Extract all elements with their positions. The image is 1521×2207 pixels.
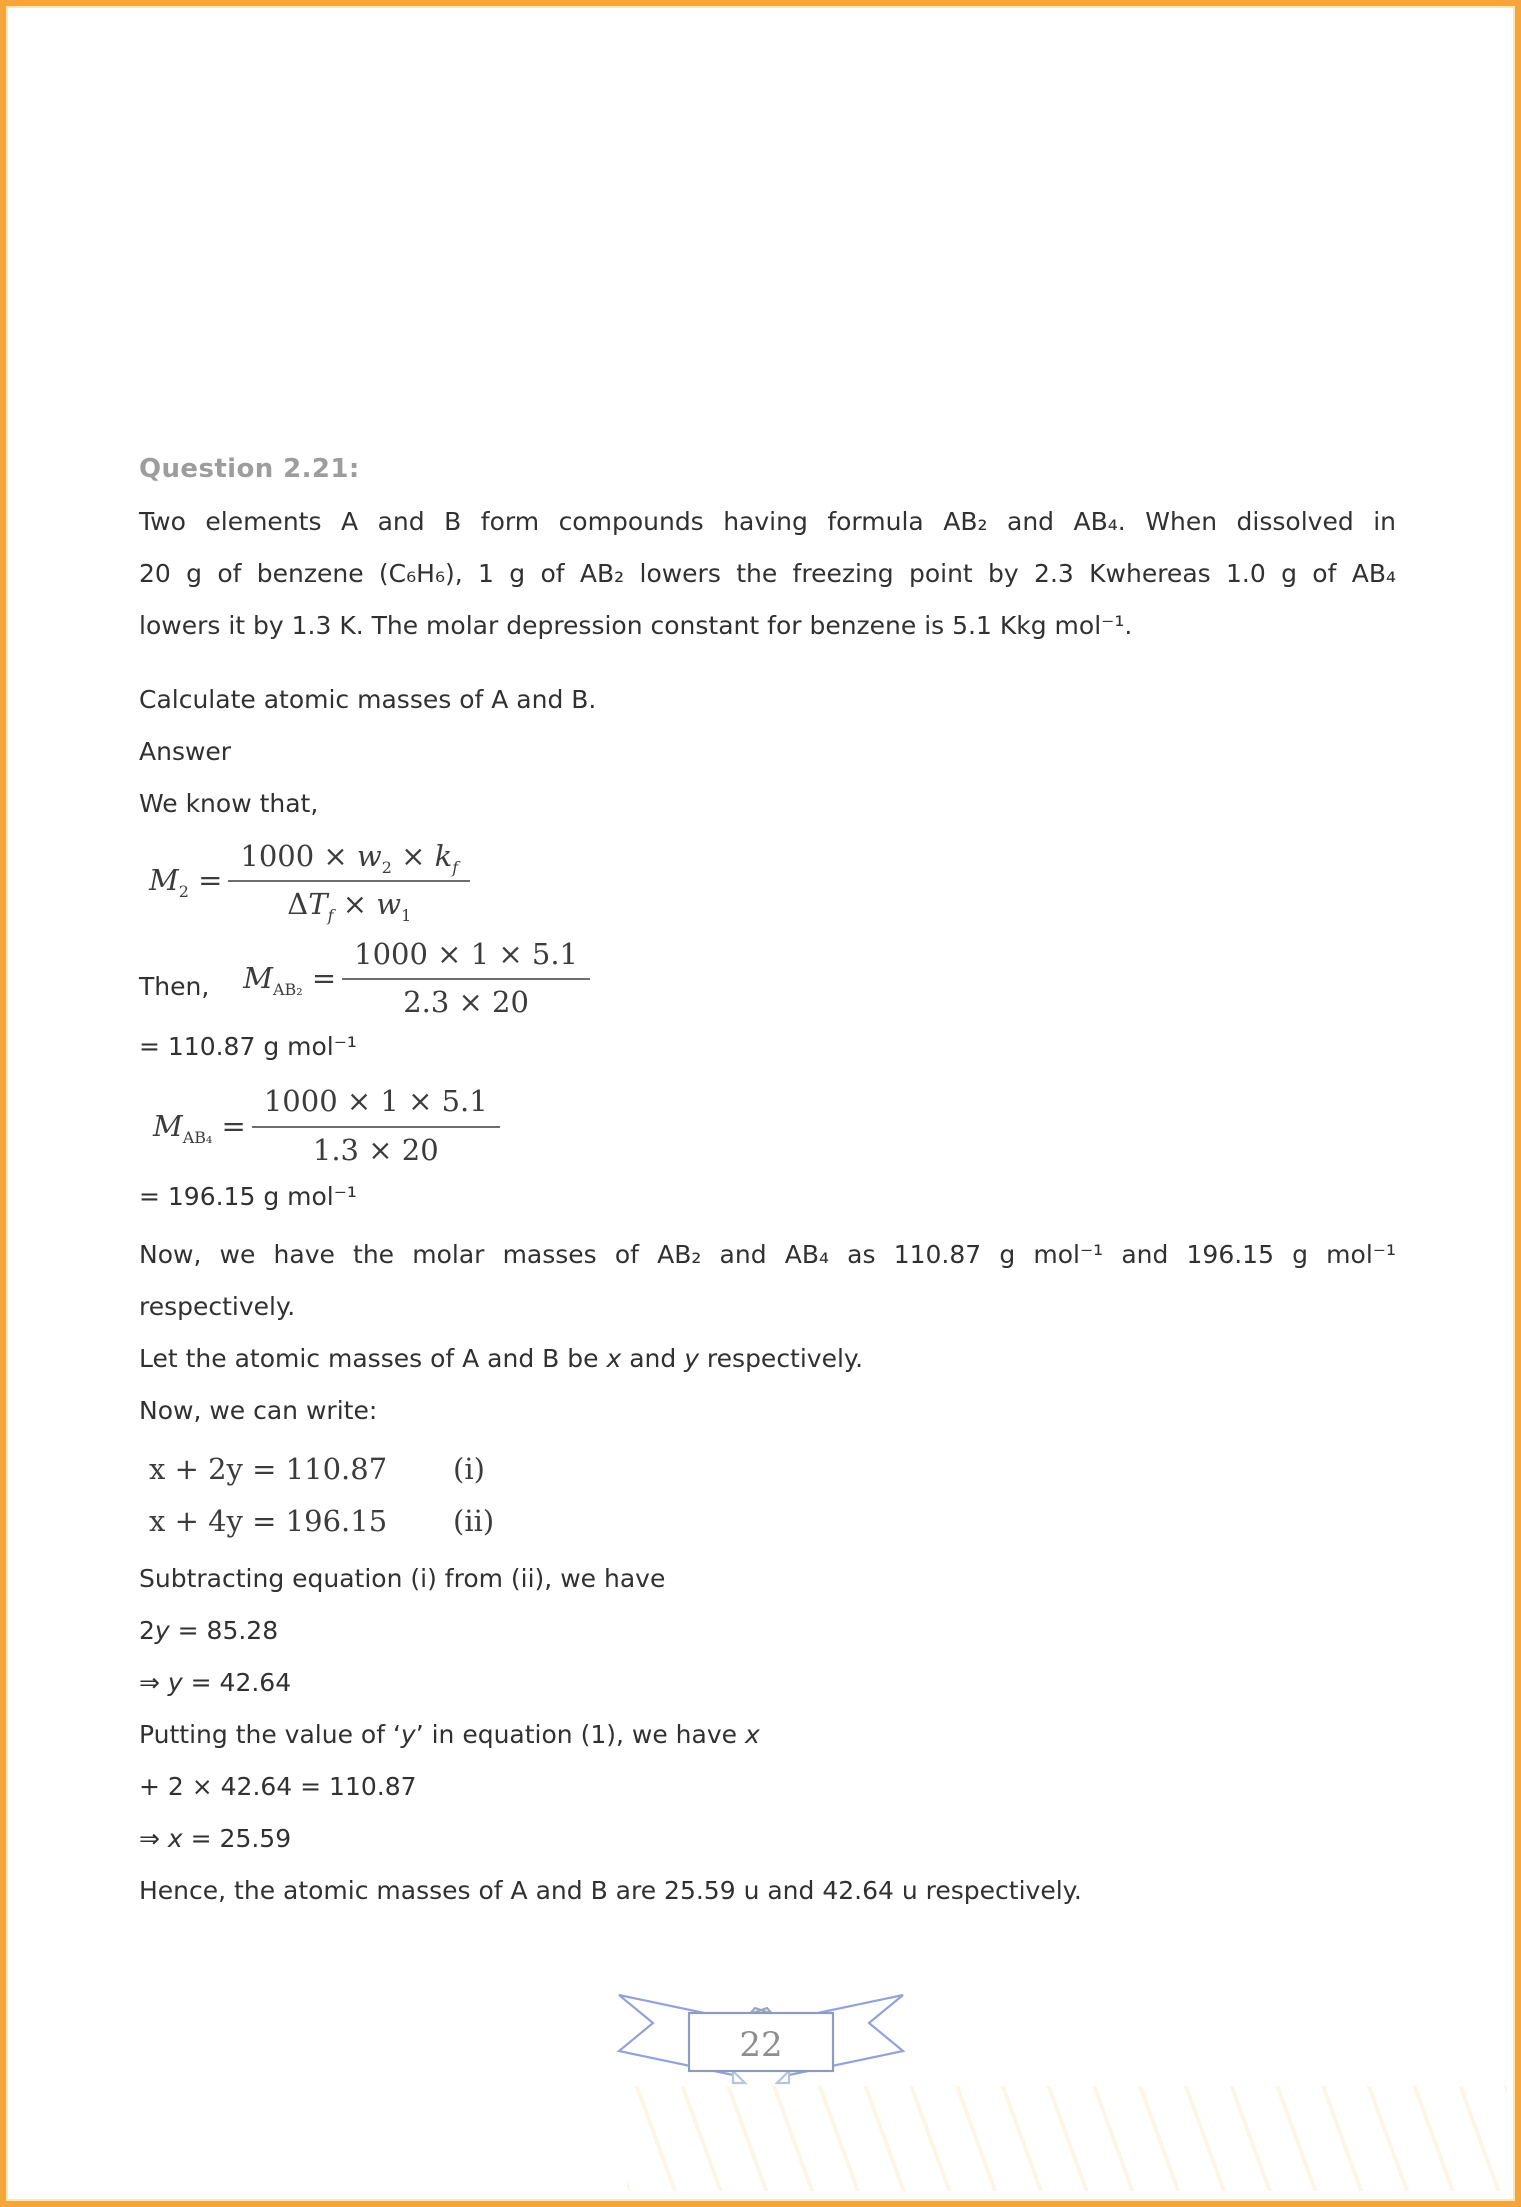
answer-label: Answer [139,737,232,766]
substitution-line: + 2 × 42.64 = 110.87 [139,1772,417,1802]
result-2y-line: 2y = 85.28 [139,1616,279,1646]
equation-i: x + 2y = 110.87 (i) [149,1443,1396,1495]
conclusion-line: Hence, the atomic masses of A and B are 25.59 u and 42.64 u respectively. [139,1876,1082,1906]
molar-masses-line-2: respectively. [139,1292,296,1322]
putting-line: Putting the value of ‘y’ in equation (1), we have x [139,1720,760,1750]
result-x-line: ⇒ x = 25.59 [139,1824,292,1854]
question-line-1: Two elements A and B form compounds having formula AB₂ and AB₄. When dissolved in [139,507,1396,536]
formula-lhs: $M_{AB_2}$ = [243,960,337,999]
equation-ii-label: (ii) [453,1504,495,1539]
formula-molar-mass-general [149,838,470,924]
subtract-line: Subtracting equation (i) from (ii), we have [139,1564,666,1594]
formula-molar-mass-ab4 [153,1083,500,1169]
page-number-ribbon [611,1989,911,2089]
question-line-2: 20 g of benzene (C₆H₆), 1 g of AB₂ lowers the freezing point by 2.3 Kwhereas 1.0 g of AB₄ [139,559,1396,588]
equation-system [149,1443,1396,1547]
fraction-numerator: 1000 × 1 × 5.1 [342,936,590,980]
then-label: Then, [139,972,210,1002]
fraction-denominator: $\Delta T_f \times w_1$ [287,887,412,926]
molar-masses-line-1: Now, we have the molar masses of AB₂ and AB₄ as 110.87 g mol⁻¹ and 196.15 g mol⁻¹ [139,1240,1396,1270]
result-y-line: ⇒ y = 42.64 [139,1668,292,1698]
result-ab4-line: = 196.15 g mol⁻¹ [139,1182,357,1212]
formula-molar-mass-ab2 [243,936,590,1022]
ribbon-bottom-fold-left [733,2071,745,2083]
fraction [252,1083,500,1169]
then-formula-row [139,936,1396,1022]
fraction [342,936,590,1022]
equation-ii: x + 4y = 196.15 (ii) [149,1495,1396,1547]
answer-intro-line: We know that, [139,789,319,818]
formula-lhs: $M_2$ = [149,863,223,901]
question-line-3: lowers it by 1.3 K. The molar depression constant for benzene is 5.1 Kkg mol⁻¹. [139,611,1133,640]
fraction [228,838,470,924]
let-variables-line: Let the atomic masses of A and B be x and y respectively. [139,1344,864,1374]
fraction-numerator: $1000 \times w_2 \times k_f$ [228,838,470,882]
question-heading: Question 2.21: [139,454,360,484]
fraction-denominator: 2.3 × 20 [403,985,529,1020]
result-ab2-line: = 110.87 g mol⁻¹ [139,1032,357,1062]
equation-i-label: (i) [453,1452,485,1487]
page-number: 22 [738,2025,783,2065]
fraction-numerator: 1000 × 1 × 5.1 [252,1083,500,1127]
watermark-pattern [627,2086,1507,2191]
question-task-line: Calculate atomic masses of A and B. [139,685,597,714]
content-area [139,6,1396,1917]
fraction-denominator: 1.3 × 20 [312,1132,439,1167]
ribbon-bottom-fold-right [777,2071,789,2083]
write-intro-line: Now, we can write: [139,1396,378,1426]
formula-lhs: $M_{AB_4}$ = [153,1108,246,1147]
